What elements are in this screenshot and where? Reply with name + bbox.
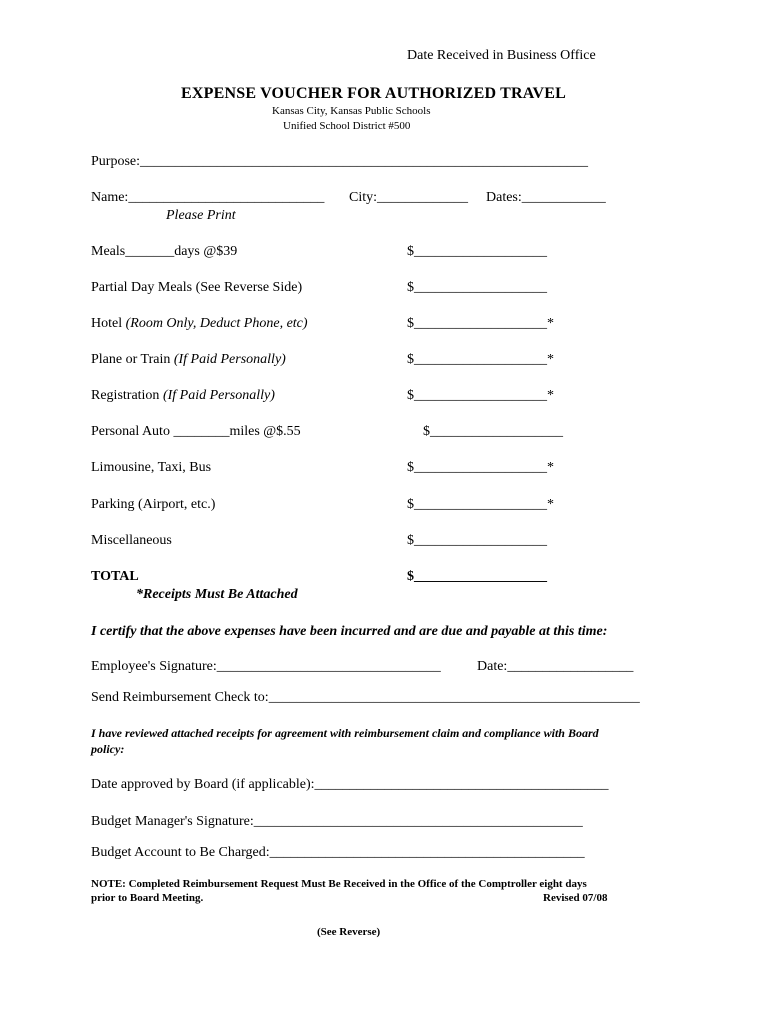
revised-date: Revised 07/08	[543, 892, 608, 904]
expense-amount-meals[interactable]: $___________________	[407, 244, 547, 259]
city-field[interactable]: City:_____________	[349, 190, 469, 205]
expense-label-plane-train-text: Plane or Train	[91, 352, 174, 367]
budget-manager-signature-field[interactable]: Budget Manager's Signature:_______________________________________________	[91, 814, 583, 829]
expense-amount-limousine-line[interactable]: $___________________	[407, 460, 547, 475]
receipt-required-star: *	[547, 388, 554, 403]
receipt-required-star: *	[547, 316, 554, 331]
expense-label-plane-train	[91, 353, 286, 367]
total-amount[interactable]: $___________________	[407, 569, 547, 584]
expense-amount-parking[interactable]	[407, 498, 554, 512]
expense-label-personal-auto: Personal Auto ________miles @$.55	[91, 424, 301, 439]
expense-amount-hotel-line[interactable]: $___________________	[407, 316, 547, 331]
expense-amount-limousine[interactable]	[407, 461, 554, 475]
expense-label-limousine: Limousine, Taxi, Bus	[91, 460, 212, 475]
note-line-2: prior to Board Meeting.	[91, 892, 204, 904]
dates-field[interactable]: Dates:____________	[486, 190, 606, 205]
note-line-1: NOTE: Completed Reimbursement Request Must Be Received in the Office of the Comptroller eight days	[91, 878, 587, 890]
expense-amount-partial-meals[interactable]: $___________________	[407, 280, 547, 295]
expense-label-registration-text: Registration	[91, 388, 163, 403]
page-title: EXPENSE VOUCHER FOR AUTHORIZED TRAVEL	[181, 85, 566, 102]
district-name: Kansas City, Kansas Public Schools	[272, 105, 431, 117]
total-label: TOTAL	[91, 569, 139, 584]
certify-statement: I certify that the above expenses have been incurred and are due and payable at this time:	[91, 624, 608, 639]
expense-amount-parking-line[interactable]: $___________________	[407, 497, 547, 512]
expense-label-hotel-text: Hotel	[91, 316, 126, 331]
expense-note-plane-train: (If Paid Personally)	[173, 352, 286, 367]
expense-label-meals: Meals_______days @$39	[91, 244, 238, 259]
budget-account-field[interactable]: Budget Account to Be Charged:_____________________________________________	[91, 845, 585, 860]
expense-label-miscellaneous: Miscellaneous	[91, 533, 172, 548]
employee-signature-field[interactable]: Employee's Signature:________________________________	[91, 659, 441, 674]
see-reverse-note: (See Reverse)	[317, 926, 381, 938]
expense-label-registration	[91, 389, 275, 403]
expense-label-hotel	[91, 317, 308, 331]
please-print-note: Please Print	[166, 208, 236, 223]
expense-amount-miscellaneous[interactable]: $___________________	[407, 533, 547, 548]
district-number: Unified School District #500	[283, 120, 411, 132]
expense-amount-hotel[interactable]	[407, 317, 554, 331]
expense-amount-plane-train[interactable]	[407, 353, 554, 367]
expense-amount-registration[interactable]	[407, 389, 554, 403]
expense-note-registration: (If Paid Personally)	[162, 388, 275, 403]
purpose-field[interactable]: Purpose:________________________________________________________________	[91, 154, 588, 169]
name-field[interactable]: Name:____________________________	[91, 190, 325, 205]
send-reimbursement-field[interactable]: Send Reimbursement Check to:_____________________________________________________	[91, 690, 640, 705]
review-statement-line-2: policy:	[91, 742, 125, 756]
receipt-required-star: *	[547, 497, 554, 512]
receipt-required-star: *	[547, 352, 554, 367]
expense-amount-plane-train-line[interactable]: $___________________	[407, 352, 547, 367]
expense-amount-registration-line[interactable]: $___________________	[407, 388, 547, 403]
expense-label-partial-meals: Partial Day Meals (See Reverse Side)	[91, 280, 303, 295]
expense-note-hotel: (Room Only, Deduct Phone, etc)	[125, 316, 308, 331]
receipt-required-star: *	[547, 460, 554, 475]
expense-label-parking: Parking (Airport, etc.)	[91, 497, 216, 512]
employee-date-field[interactable]: Date:__________________	[477, 659, 634, 674]
date-received-label: Date Received in Business Office	[407, 48, 596, 63]
review-statement-line-1: I have reviewed attached receipts for agreement with reimbursement claim and compliance with Board	[91, 726, 599, 740]
date-approved-field[interactable]: Date approved by Board (if applicable):__________________________________________	[91, 777, 609, 792]
expense-amount-personal-auto[interactable]: $___________________	[423, 424, 563, 439]
receipts-note: *Receipts Must Be Attached	[136, 587, 298, 602]
